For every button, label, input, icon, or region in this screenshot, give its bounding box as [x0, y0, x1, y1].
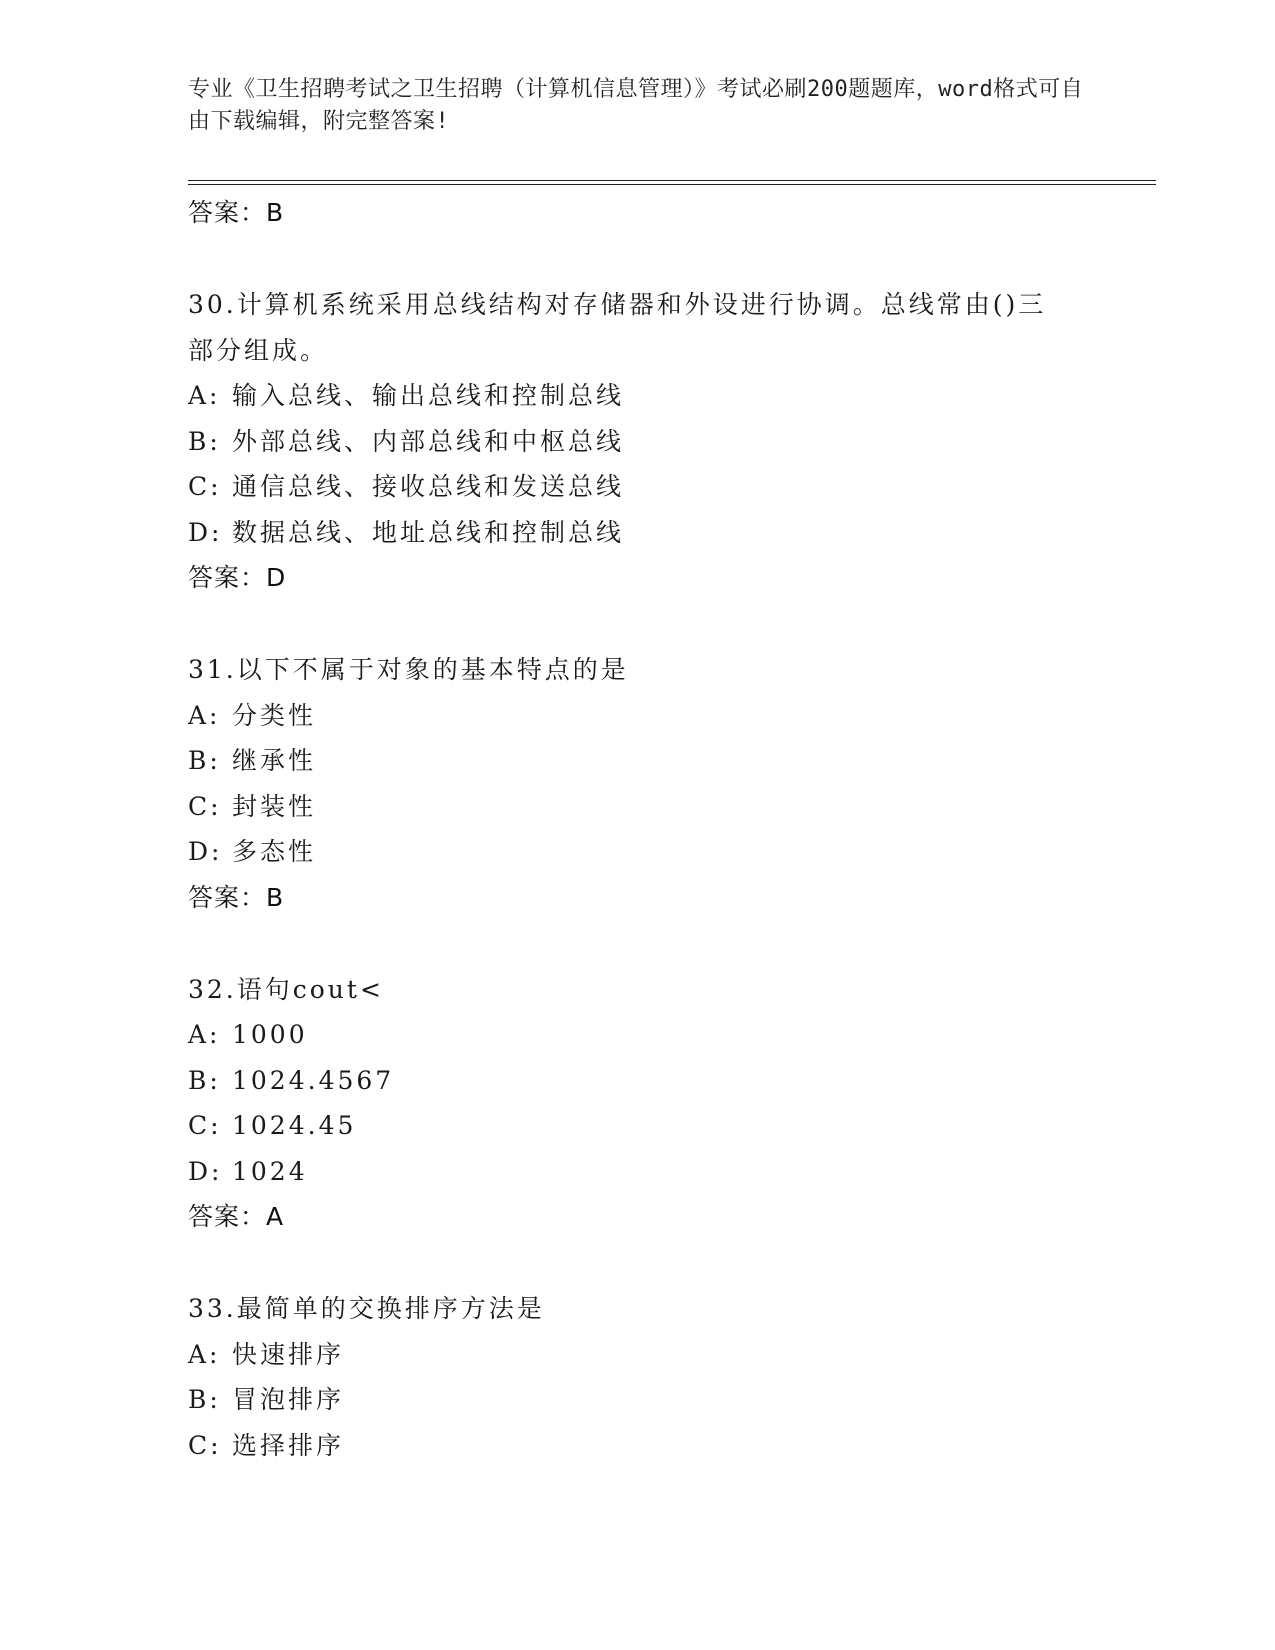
option-d [188, 510, 1156, 556]
option-text: 冒泡排序 [232, 1385, 345, 1414]
spacer [188, 1240, 1156, 1286]
header-divider-top [188, 180, 1156, 181]
option-letter: A: [188, 1020, 221, 1049]
option-letter: C: [188, 791, 222, 821]
spacer [188, 236, 1156, 282]
option-letter: A: [188, 700, 221, 730]
option-letter: C: [188, 472, 222, 501]
option-letter: D: [188, 837, 223, 866]
spacer [188, 601, 1156, 647]
option-b [188, 1377, 1156, 1423]
option-text: 1024.45 [232, 1111, 357, 1140]
option-text: 选择排序 [232, 1430, 345, 1460]
answer-line: 答案：A [188, 1202, 285, 1231]
option-a [188, 1012, 1156, 1058]
spacer [188, 921, 1156, 967]
option-c [188, 1103, 1156, 1149]
option-letter: B: [188, 426, 221, 456]
option-letter: C: [188, 1430, 222, 1460]
option-a [188, 693, 1156, 739]
header-divider-bottom [188, 184, 1156, 185]
option-text: 1000 [232, 1020, 308, 1049]
question-31 [188, 647, 1156, 921]
option-d [188, 829, 1156, 875]
question-text: 31.以下不属于对象的基本特点的是 [188, 655, 629, 684]
option-text: 1024 [232, 1156, 308, 1186]
question-text: 32.语句cout< [188, 974, 384, 1004]
question-text: 33.最简单的交换排序方法是 [188, 1294, 545, 1323]
option-letter: A: [188, 381, 221, 410]
option-text: 通信总线、接收总线和发送总线 [232, 472, 625, 501]
option-c [188, 784, 1156, 830]
option-b [188, 1058, 1156, 1104]
question-32 [188, 967, 1156, 1241]
option-letter: C: [188, 1111, 222, 1140]
option-a [188, 1332, 1156, 1378]
question-33 [188, 1286, 1156, 1468]
option-text: 外部总线、内部总线和中枢总线 [232, 426, 625, 456]
option-text: 快速排序 [232, 1339, 345, 1369]
option-letter: B: [188, 1065, 221, 1095]
option-text: 1024.4567 [232, 1065, 395, 1095]
question-30 [188, 282, 1156, 601]
answer-line: 答案：B [188, 198, 285, 227]
option-text: 数据总线、地址总线和控制总线 [232, 517, 625, 547]
option-a [188, 373, 1156, 419]
option-text: 继承性 [232, 746, 317, 775]
option-text: 封装性 [232, 791, 317, 821]
option-letter: A: [188, 1339, 221, 1369]
option-text: 分类性 [232, 700, 317, 730]
option-c [188, 1423, 1156, 1469]
option-b [188, 738, 1156, 784]
option-d [188, 1149, 1156, 1195]
option-c [188, 464, 1156, 510]
answer-line: 答案：D [188, 563, 287, 592]
document-header: 专业《卫生招聘考试之卫生招聘（计算机信息管理）》考试必刷200题题库，word格式可自由下载编辑，附完整答案! [188, 77, 1084, 134]
answer-line: 答案：B [188, 882, 285, 912]
question-text: 30.计算机系统采用总线结构对存储器和外设进行协调。总线常由()三部分组成。 [188, 290, 1047, 365]
document-content [188, 190, 1156, 1468]
option-letter: D: [188, 517, 223, 547]
option-text: 多态性 [232, 837, 317, 866]
option-text: 输入总线、输出总线和控制总线 [232, 381, 625, 410]
option-letter: B: [188, 1385, 221, 1414]
option-b [188, 419, 1156, 465]
option-letter: B: [188, 746, 221, 775]
option-letter: D: [188, 1156, 223, 1186]
